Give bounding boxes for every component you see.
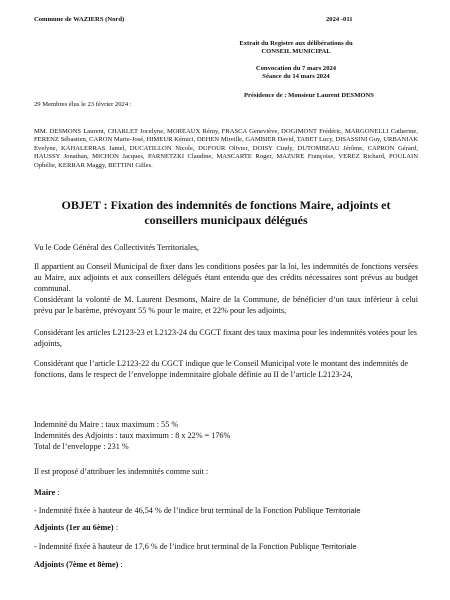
total-enveloppe: Total de l’enveloppe : 231 %: [34, 442, 129, 451]
deliberation-number: 2024 -011: [326, 16, 353, 23]
adjoints-suffix: :: [113, 523, 118, 532]
adjoints-7-8-heading: [34, 559, 123, 570]
extract-line-1: Extrait du Registre aux délibérations du: [239, 40, 353, 47]
extract-line-2: CONSEIL MUNICIPAL: [261, 48, 331, 55]
adjoints-indemnite-tail: Territoriale: [319, 542, 357, 551]
indemnite-adjoints: Indemnités des Adjoints : taux maximum : 8 x 22% = 176%: [34, 431, 231, 440]
paragraph-volonte-maire: Considérant la volonté de M. Laurent Desmons, Maire de la Commune, de bénéficier d’un taux inférieur à celui prévu par le barème, prévoyant 55 % pour le maire, et 22% pour les adjoints,: [34, 295, 418, 315]
maire-label: Maire: [34, 488, 56, 497]
seance-date: Séance du 14 mars 2024: [262, 73, 330, 80]
paragraph-vu-code: Vu le Code Général des Collectivités Territoriales,: [34, 243, 199, 252]
adjoints-indemnite-text: - Indemnité fixée à hauteur de 17,6 % de l’indice brut terminal de la Fonction Publique: [34, 542, 320, 551]
paragraph-articles: Considérant les articles L2123-23 et L2123-24 du CGCT fixant des taux maxima pour les indemnités votées pour les adjoints,: [34, 328, 417, 348]
adjoints-label: Adjoints (1er au 6ème): [34, 523, 114, 532]
proposal-intro: Il est proposé d’attribuer les indemnités comme suit :: [34, 467, 209, 476]
adjoints-7-8-suffix: :: [118, 560, 123, 569]
objet-title: OBJET : Fixation des indemnités de fonctions Maire, adjoints et conseillers municipaux délégués: [61, 198, 391, 227]
commune-header: Commune de WAZIERS (Nord): [34, 16, 125, 23]
paragraph-conseil: Il appartient au Conseil Municipal de fixer dans les conditions posées par la loi, les indemnités de fonctions versées au Maire, aux adjoints et aux conseillers délégués étant entendu que des crédits nécessaires sont prévus au budget communal.: [34, 262, 418, 293]
maire-indemnite-text: - Indemnité fixée à hauteur de 46,54 % de l’indice brut terminal de la Fonction Publique: [34, 506, 324, 515]
convocation-date: Convocation du 7 mars 2024: [255, 65, 337, 72]
maire-heading: [34, 487, 60, 498]
members-intro: 29 Membres élus le 23 février 2024 :: [34, 101, 132, 108]
indemnite-maire: Indemnité du Maire : taux maximum : 55 %: [34, 420, 179, 429]
adjoints-indemnite-line: [34, 541, 357, 552]
maire-indemnite-tail: Territoriale: [323, 506, 361, 515]
paragraph-enveloppe: Considérant que l’article L2123-22 du CGCT indique que le Conseil Municipal vote le montant des indemnités de fonctions, dans le respect de l’enveloppe indemnitaire globale définie au II de l’article L2123-24,: [34, 359, 409, 379]
maire-indemnite-line: [34, 505, 361, 516]
maire-suffix: :: [55, 488, 60, 497]
adjoints-7-8-label: Adjoints (7ème et 8ème): [34, 560, 119, 569]
presidence: Présidence de : Monsieur Laurent DESMONS: [244, 92, 374, 99]
adjoints-heading: [34, 522, 118, 533]
members-list: MM. DESMONS Laurent, CHARLET Jocelyne, MOREAUX Rémy, FRASCA Geneviève, DOGIMONT Frédéric, MARGONELLI Catherine, FERENZ Sébastien, CARON Marie-José, HIMEUR Kémici, DEHEN Mireille, GAMBIER David, TABET Lucy, DISASSINI Guy, URBANIAK Evelyne, KAHALERRAS Jamel, DUCATILLON Nicole, DUFOUR Olivier, DOISY Cindy, DUTOMBEAU Jérôme, CAPRON Gérard, HAUSSY Jonathan, MICHON Jacques, PARNETZKI Claudine, MASCARTE Roger, MAZURE Françoise, VEREZ Richard, POULAIN Ophélie, KERRAR Maggy, BETTINI Gilles.: [34, 128, 418, 169]
